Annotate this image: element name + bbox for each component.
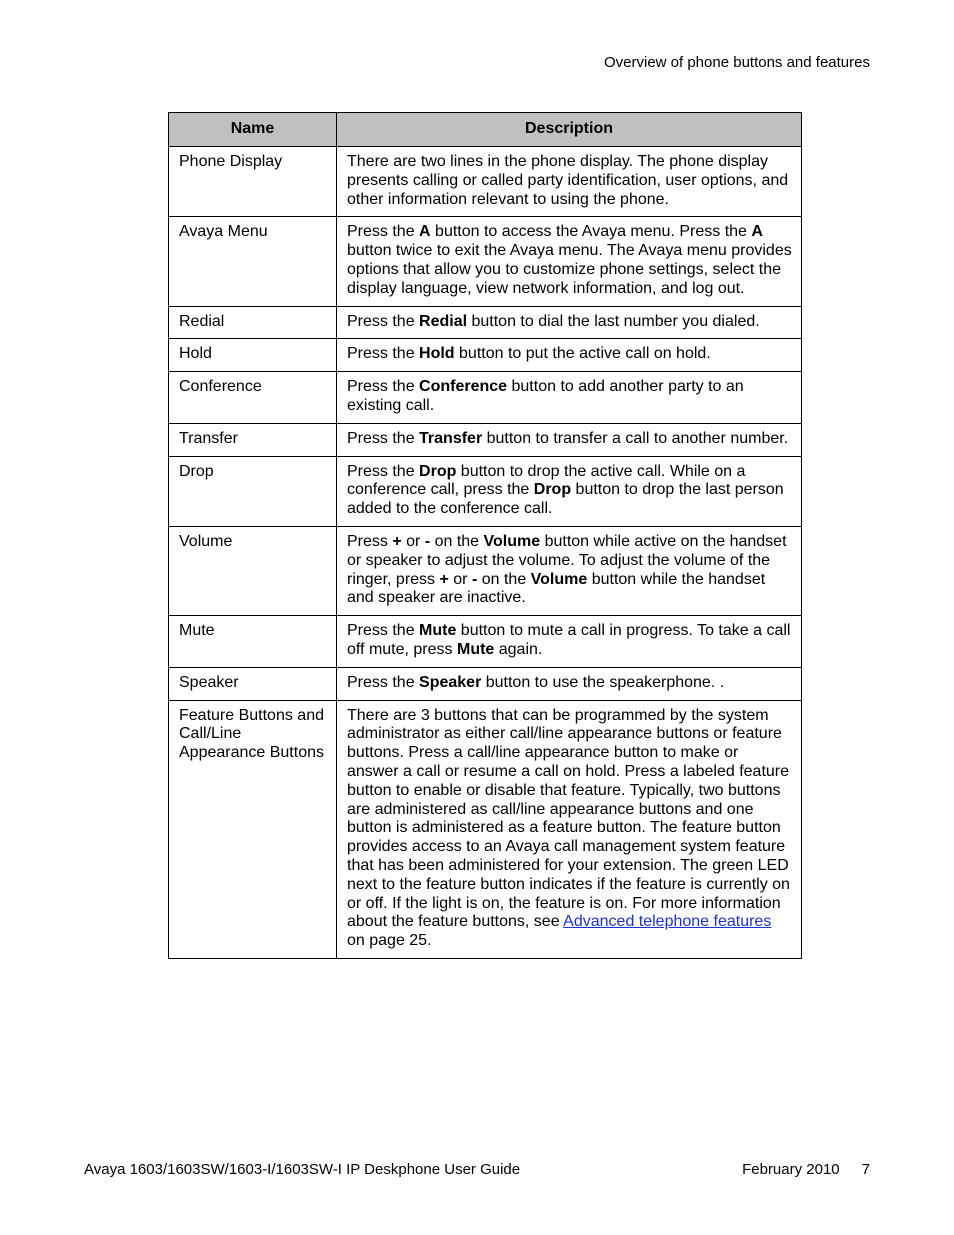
bold-term: - [424, 532, 431, 550]
table-body [169, 147, 802, 959]
row-name: Hold [169, 339, 337, 372]
bold-term: Mute [419, 622, 457, 640]
row-description: Press the Redial button to dial the last number you dialed. [337, 306, 802, 339]
row-name: Phone Display [169, 147, 337, 217]
bold-term: Hold [419, 345, 455, 363]
bold-term: - [471, 570, 478, 588]
table-row [169, 700, 802, 958]
bold-term: A [751, 223, 763, 241]
bold-term: Transfer [419, 429, 483, 447]
row-name: Mute [169, 616, 337, 668]
table-row [169, 147, 802, 217]
bold-term: Drop [419, 462, 457, 480]
row-name: Redial [169, 306, 337, 339]
table-row [169, 217, 802, 306]
table-row [169, 306, 802, 339]
row-description: There are two lines in the phone display. The phone display presents calling or called party identification, user options, and other information relevant to using the phone. [337, 147, 802, 217]
row-name: Volume [169, 526, 337, 615]
bold-term: Redial [419, 312, 468, 330]
footer-date: February 2010 [742, 1161, 840, 1178]
footer-guide-title: Avaya 1603/1603SW/1603-I/1603SW-I IP Deskphone User Guide [84, 1161, 521, 1178]
bold-term: + [392, 532, 402, 550]
row-name: Speaker [169, 667, 337, 700]
table-row [169, 616, 802, 668]
row-description: Press the Conference button to add another party to an existing call. [337, 372, 802, 424]
row-name: Drop [169, 456, 337, 526]
bold-term: Mute [456, 640, 495, 658]
row-name: Feature Buttons and Call/Line Appearance Buttons [169, 700, 337, 958]
row-description: Press the Drop button to drop the active call. While on a conference call, press the Drop button to drop the last person added to the conference call. [337, 456, 802, 526]
running-header: Overview of phone buttons and features [603, 54, 870, 71]
bold-term: Drop [533, 481, 572, 499]
table-row [169, 456, 802, 526]
table-row [169, 339, 802, 372]
row-description: Press the Hold button to put the active call on hold. [337, 339, 802, 372]
row-description: There are 3 buttons that can be programmed by the system administrator as either call/line appearance buttons or feature buttons. Press a call/line appearance button to make or answer a call or resume a call on hold. Press a labeled feature button to enable or disable that feature. Typically, two buttons are administered as call/line appearance buttons and one button is administered as a feature button. The feature button provides access to an Avaya call management system feature that has been administered for your extension. The green LED next to the feature button indicates if the feature is currently on or off. If the light is on, the feature is on. For more information about the feature buttons, see Advanced telephone features on page 25. [337, 700, 802, 958]
bold-term: Speaker [419, 673, 482, 691]
bold-term: Volume [530, 570, 588, 588]
row-description: Press the A button to access the Avaya menu. Press the A button twice to exit the Avaya menu. The Avaya menu provides options that allow you to customize phone settings, select the display language, view network information, and log out. [337, 217, 802, 306]
bold-term: Volume [483, 532, 541, 550]
column-header-name: Name [169, 113, 337, 147]
row-description: Press + or - on the Volume button while active on the handset or speaker to adjust the volume. To adjust the volume of the ringer, press + or - on the Volume button while the handset and speaker are inactive. [337, 526, 802, 615]
cross-reference-link[interactable]: Advanced telephone features [563, 913, 772, 931]
column-header-description: Description [337, 113, 802, 147]
page-number: 7 [861, 1161, 870, 1178]
table-row [169, 667, 802, 700]
bold-term: A [419, 223, 431, 241]
table-row [169, 372, 802, 424]
bold-term: Conference [419, 378, 508, 396]
row-name: Conference [169, 372, 337, 424]
table-row [169, 526, 802, 615]
row-description: Press the Mute button to mute a call in progress. To take a call off mute, press Mute again. [337, 616, 802, 668]
buttons-features-table [168, 112, 802, 959]
table-row [169, 423, 802, 456]
row-description: Press the Transfer button to transfer a call to another number. [337, 423, 802, 456]
row-description: Press the Speaker button to use the speakerphone. . [337, 667, 802, 700]
row-name: Avaya Menu [169, 217, 337, 306]
row-name: Transfer [169, 423, 337, 456]
bold-term: + [439, 570, 449, 588]
footer-date-page [742, 1161, 870, 1179]
table-header-row [169, 113, 802, 147]
